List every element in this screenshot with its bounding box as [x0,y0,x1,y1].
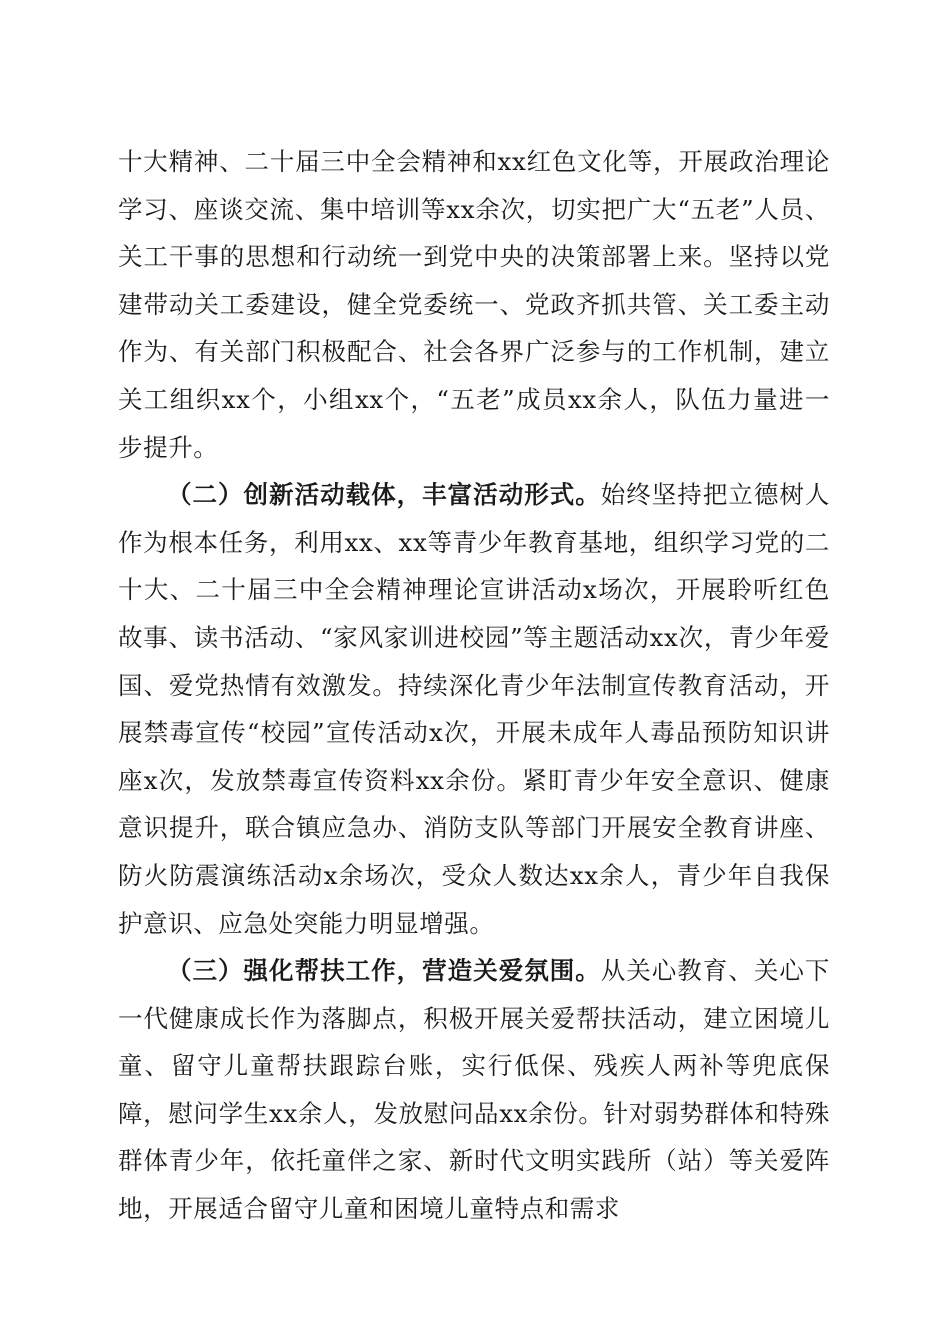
section-heading: （二）创新活动载体，丰富活动形式。 [167,480,601,510]
paragraph-body: 十大精神、二十届三中全会精神和xx红色文化等，开展政治理论学习、座谈交流、集中培训等xx余次，切实把广大“五老”人员、关工干事的思想和行动统一到党中央的决策部署上来。坚持以党建带动关工委建设，健全党委统一、党政齐抓共管、关工委主动作为、有关部门积极配合、社会各界广泛参与的工作机制，建立关工组织xx个，小组xx个，“五老”成员xx余人，队伍力量进一步提升。 [118,147,830,462]
paragraph-body: 始终坚持把立德树人作为根本任务，利用xx、xx等青少年教育基地，组织学习党的二十大、二十届三中全会精神理论宣讲活动x场次，开展聆听红色故事、读书活动、“家风家训进校园”等主题活动xx次，青少年爱国、爱党热情有效激发。持续深化青少年法制宣传教育活动，开展禁毒宣传“校园”宣传活动x次，开展未成年人毒品预防知识讲座x次，发放禁毒宣传资料xx余份。紧盯青少年安全意识、健康意识提升，联合镇应急办、消防支队等部门开展安全教育讲座、防火防震演练活动x余场次，受众人数达xx余人，青少年自我保护意识、应急处突能力明显增强。 [118,480,830,938]
section-heading: （三）强化帮扶工作，营造关爱氛围。 [167,956,601,986]
paragraph-continuation [118,138,830,471]
paragraph-section-3 [118,947,830,1233]
paragraph-section-2 [118,471,830,947]
document-body [118,138,830,1233]
paragraph-body: 从关心教育、关心下一代健康成长作为落脚点，积极开展关爱帮扶活动，建立困境儿童、留守儿童帮扶跟踪台账，实行低保、残疾人两补等兜底保障，慰问学生xx余人，发放慰问品xx余份。针对弱势群体和特殊群体青少年，依托童伴之家、新时代文明实践所（站）等关爱阵地，开展适合留守儿童和困境儿童特点和需求 [118,956,830,1224]
